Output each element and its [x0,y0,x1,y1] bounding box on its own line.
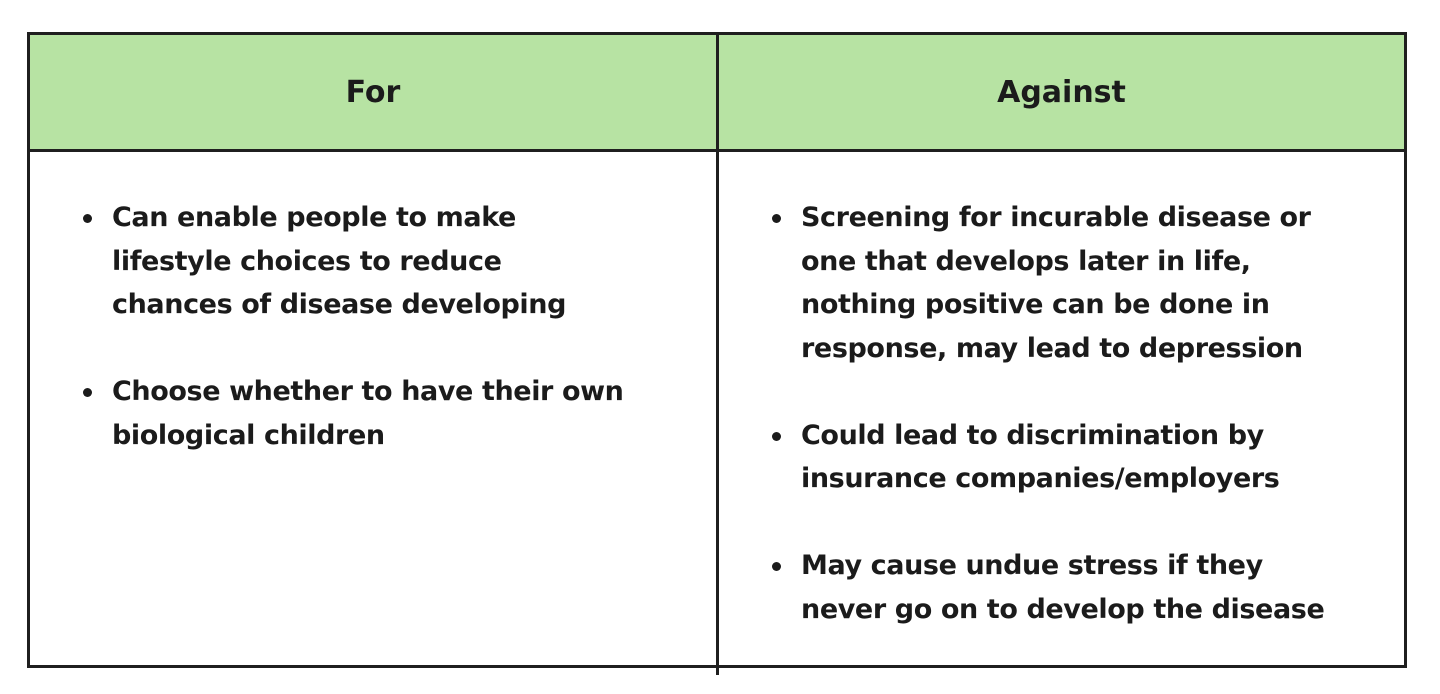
list-item-line: lifestyle choices to reduce [112,245,502,277]
for-cell [30,152,719,675]
list-item-line: nothing positive can be done in [801,289,1270,320]
bullet-icon [772,432,781,441]
bullet-icon [83,214,92,223]
list-item-line: insurance companies/employers [801,463,1280,494]
for-against-table [27,32,1407,668]
list-item-line: one that develops later in life, [801,245,1251,277]
list-item-line: biological children [112,419,385,451]
list-item-line: Screening for incurable disease or [801,202,1311,233]
list-item-line: Can enable people to make [112,202,516,233]
header-for: For [30,35,719,152]
against-list [719,196,1404,631]
list-item [30,196,716,327]
bullet-icon [772,562,781,571]
list-item-line: response, may lead to depression [801,332,1303,364]
list-item-line: never go on to develop the disease [801,593,1325,625]
header-against: Against [719,35,1404,152]
against-cell [719,152,1404,675]
list-item-line: chances of disease developing [112,289,567,320]
bullet-icon [83,388,92,397]
bullet-icon [772,214,781,223]
list-item [719,414,1404,501]
for-list [30,196,716,457]
list-item [719,544,1404,631]
list-item [719,196,1404,370]
list-item-line: May cause undue stress if they [801,550,1263,581]
list-item [30,370,716,457]
list-item-line: Could lead to discrimination by [801,419,1264,451]
list-item-line: Choose whether to have their own [112,376,624,407]
